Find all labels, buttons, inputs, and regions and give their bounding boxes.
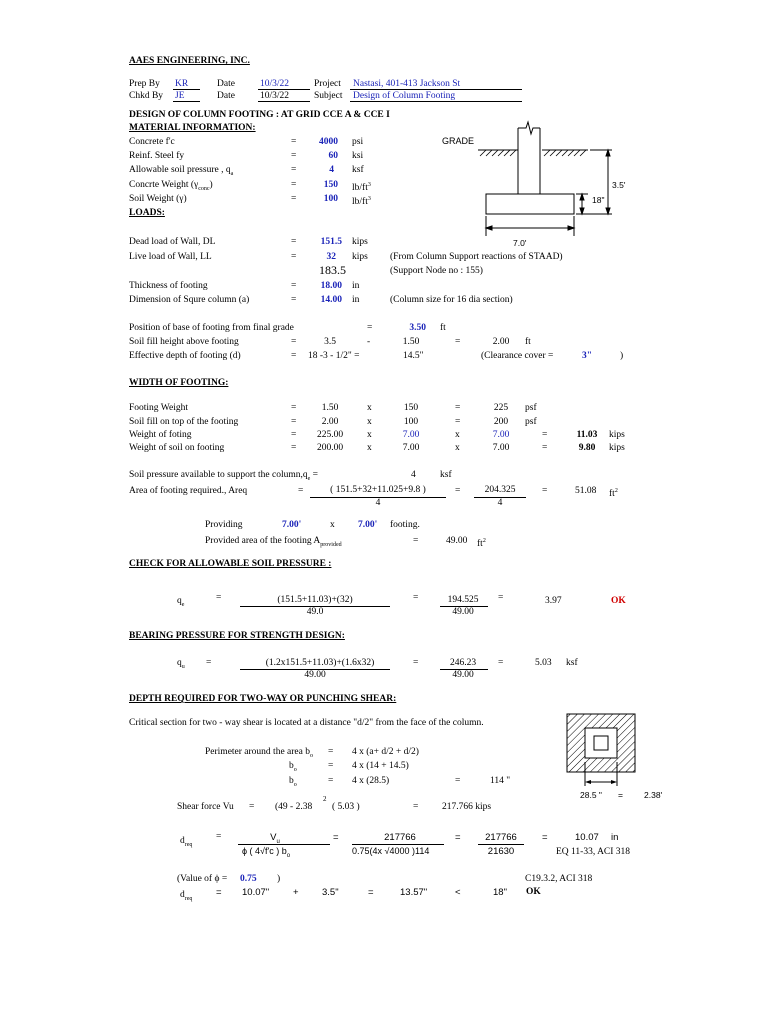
- width-dimension: 7.0': [513, 238, 527, 248]
- loads-heading: LOADS:: [129, 208, 165, 218]
- bearing-numerator: (1.2x151.5+11.03)+(1.6x32): [265, 658, 375, 668]
- footing-weight-unit: psf: [525, 403, 537, 413]
- plan-dim-a: 28.5 ": [580, 790, 602, 800]
- equals: =: [291, 351, 297, 361]
- date-value-1: 10/3/22: [260, 79, 290, 89]
- weight-footing-a: 225.00: [316, 430, 344, 440]
- dreq-ok-badge: OK: [526, 887, 541, 897]
- area-value-1: 204.325: [484, 485, 516, 495]
- providing-tail: footing.: [390, 520, 420, 530]
- area-denominator: 4: [375, 498, 381, 508]
- chkd-by-label: Chkd By: [129, 91, 164, 101]
- total-load: 183.5: [319, 263, 346, 277]
- soil-fill-top-label: Soil fill on top of the footing: [129, 417, 239, 427]
- equals: =: [291, 295, 297, 305]
- soil-fill-b: 1.50: [402, 337, 420, 347]
- soil-available-label: Soil pressure available to support the $column,q_e$ =: [129, 470, 319, 482]
- weight-footing-label: Weight of foting: [129, 430, 192, 440]
- soil-available-unit: ksf: [440, 470, 452, 480]
- equals: =: [413, 802, 419, 812]
- area-value-1-den: 4: [497, 498, 503, 508]
- equals: =: [291, 151, 297, 161]
- column-dim-value: 14.00: [320, 295, 342, 305]
- soil-fill-top-b: 100: [403, 417, 419, 427]
- weight-soil-label: Weight of soil on footing: [129, 443, 225, 453]
- check-numerator: (151.5+11.03)+(32): [277, 595, 353, 605]
- shear-force-sup: 2: [323, 795, 327, 803]
- steel-value: 60: [328, 151, 338, 161]
- dreq-symbol: $d_{req}$: [180, 836, 193, 848]
- check-denominator: 49.0: [306, 607, 324, 617]
- bearing-unit: ksf: [566, 658, 578, 668]
- times-sign: x: [367, 417, 372, 427]
- effective-depth-label: Effective depth of footing (d): [129, 351, 241, 361]
- bearing-value-1: 246.23: [449, 658, 477, 668]
- provided-area-value: 49.00: [446, 536, 468, 546]
- equals: =: [291, 165, 297, 175]
- eq-reference: EQ 11-33, ACI 318: [556, 847, 631, 857]
- subject-label: Subject: [314, 91, 343, 101]
- staad-note: (From Column Support reactions of STAAD): [390, 252, 563, 262]
- steel-unit: ksi: [352, 151, 364, 161]
- equals: =: [455, 417, 461, 427]
- check-value-2: 3.97: [545, 596, 562, 606]
- soil-fill-top-c: 200: [493, 417, 509, 427]
- dreq-denominator-3: 21630: [487, 846, 515, 857]
- times-sign: x: [367, 403, 372, 413]
- equals: =: [291, 194, 297, 204]
- thickness-unit: in: [352, 281, 360, 291]
- check-value-1-den: 49.00: [452, 607, 474, 617]
- area-unit: $ft^2$: [609, 488, 618, 500]
- shear-heading: DEPTH REQUIRED FOR TWO-WAY OR PUNCHING SHEAR:: [129, 694, 397, 704]
- footing-weight-a: 1.50: [321, 403, 339, 413]
- concrete-unit: psi: [352, 137, 364, 147]
- date-label-1: Date: [217, 79, 235, 89]
- equals: =: [249, 802, 255, 812]
- times-sign: x: [330, 520, 335, 530]
- dreq-final-b: 3.5": [322, 887, 339, 898]
- equals: =: [291, 252, 297, 262]
- dead-load-value: 151.5: [320, 237, 342, 247]
- equals: =: [498, 658, 504, 668]
- equals: =: [216, 832, 222, 842]
- weight-footing-unit: kips: [609, 430, 625, 440]
- times-sign: x: [367, 443, 372, 453]
- minus-sign: -: [367, 337, 371, 347]
- providing-label: Providing: [205, 520, 243, 530]
- equals: =: [291, 403, 297, 413]
- page-title: DESIGN OF COLUMN FOOTING : AT GRID CCE A & CCE I: [129, 110, 390, 120]
- dreq-final-c: 13.57": [400, 887, 428, 898]
- date-value-2: 10/3/22: [260, 91, 290, 101]
- dreq-denominator: ϕ ( 4√f'c ) $b_o$: [242, 846, 291, 859]
- perimeter-value: 114 ": [490, 776, 511, 786]
- position-unit: ft: [440, 323, 446, 333]
- shear-force-label: Shear force Vu: [177, 802, 234, 812]
- equals: =: [455, 776, 461, 786]
- support-node-note: (Support Node no : 155): [390, 266, 483, 276]
- check-value-1: 194.525: [447, 595, 479, 605]
- material-heading: MATERIAL INFORMATION:: [129, 123, 256, 133]
- grade-label: GRADE: [442, 136, 475, 146]
- soil-available-value: 4: [411, 470, 416, 480]
- soil-weight-value: 100: [323, 194, 338, 204]
- equals: =: [455, 337, 461, 347]
- weight-soil-d: 9.80: [578, 443, 596, 453]
- shear-force-expr-b: ( 5.03 ): [332, 802, 360, 812]
- weight-footing-c: 7.00: [492, 430, 510, 440]
- company-name: AAES ENGINEERING, INC.: [129, 56, 250, 66]
- bearing-value-2: 5.03: [535, 658, 552, 668]
- project-label: Project: [314, 79, 341, 89]
- provided-area-label: Provided area of the footing $A_{provided}$: [205, 536, 342, 548]
- thickness-value: 18.00: [320, 281, 342, 291]
- equals: =: [216, 593, 222, 603]
- clearance-close: ): [620, 351, 624, 361]
- perimeter-label: Perimeter around the area $b_o$: [205, 747, 313, 759]
- times-sign: x: [367, 430, 372, 440]
- check-heading: CHECK FOR ALLOWABLE SOIL PRESSURE :: [129, 559, 332, 569]
- bearing-denominator: 49.00: [304, 670, 326, 680]
- soil-fill-top-a: 2.00: [321, 417, 339, 427]
- soil-pressure-label: Allowable soil pressure , $q_a$: [129, 165, 234, 177]
- dreq-value: 10.07: [575, 832, 599, 843]
- equals: =: [291, 137, 297, 147]
- equals: =: [291, 337, 297, 347]
- thickness-dimension: 18": [592, 195, 605, 205]
- equals: =: [498, 593, 504, 603]
- dreq-denominator-2: 0.75(4x √4000 )114: [352, 846, 430, 856]
- footing-weight-c: 225: [493, 403, 509, 413]
- footing-weight-b: 150: [403, 403, 419, 413]
- shear-force-value: 217.766 kips: [442, 802, 492, 812]
- perimeter-expr-3: 4 x (28.5): [352, 776, 390, 786]
- equals: =: [413, 593, 419, 603]
- dreq-numerator-3: 217766: [485, 832, 517, 843]
- soil-pressure-unit: ksf: [352, 165, 364, 175]
- equals: =: [328, 776, 334, 786]
- soil-weight-label: Soil Weight (γ): [129, 194, 187, 204]
- equals: =: [455, 832, 461, 843]
- soil-fill-unit: ft: [525, 337, 531, 347]
- less-than-sign: <: [455, 887, 461, 898]
- equals: =: [368, 887, 374, 898]
- soil-fill-a: 3.5: [324, 337, 336, 347]
- soil-pressure-value: 4: [329, 165, 334, 175]
- position-value: 3.50: [409, 323, 426, 333]
- equals: =: [413, 658, 419, 668]
- subject-value: Design of Column Footing: [353, 91, 456, 101]
- bearing-heading: BEARING PRESSURE FOR STRENGTH DESIGN:: [129, 631, 345, 641]
- clearance-label: (Clearance cover =: [481, 351, 554, 361]
- prep-by-value: KR: [175, 79, 189, 89]
- live-load-unit: kips: [352, 252, 368, 262]
- equals: =: [291, 281, 297, 291]
- equals: =: [291, 430, 297, 440]
- weight-footing-b: 7.00: [402, 430, 420, 440]
- soil-weight-unit: $lb/ft^3$: [352, 196, 371, 208]
- soil-fill-top-unit: psf: [525, 417, 537, 427]
- equals: =: [455, 486, 461, 496]
- bearing-value-1-den: 49.00: [452, 670, 474, 680]
- dreq-final-symbol: $d_{req}$: [180, 890, 193, 902]
- dreq-final-a: 10.07": [242, 887, 270, 898]
- phi-value: 0.75: [240, 874, 257, 884]
- dreq-numerator: $V_u$: [270, 832, 280, 845]
- concrete-weight-value: 150: [323, 180, 338, 190]
- date-label-2: Date: [217, 91, 235, 101]
- equals: =: [542, 832, 548, 843]
- clearance-value: 3": [582, 351, 593, 361]
- live-load-value: 32: [326, 252, 336, 262]
- equals: =: [542, 443, 548, 453]
- check-q-symbol: $q_e$: [177, 596, 185, 608]
- footing-weight-label: Footing Weight: [129, 403, 188, 413]
- area-required-label: Area of footing required., Areq: [129, 486, 248, 496]
- bo-label-3: $b_o$: [289, 776, 297, 788]
- weight-soil-c: 7.00: [492, 443, 510, 453]
- dead-load-label: Dead load of Wall, DL: [129, 237, 216, 247]
- equals: =: [328, 747, 334, 757]
- dreq-final-d: 18": [493, 887, 507, 898]
- plan-dim-eq: =: [618, 790, 623, 800]
- equals: =: [333, 832, 339, 843]
- area-value-2: 51.08: [575, 486, 597, 496]
- equals: =: [367, 323, 373, 333]
- depth-dimension: 3.5': [612, 180, 626, 190]
- weight-soil-b: 7.00: [402, 443, 420, 453]
- equals: =: [216, 887, 222, 898]
- equals: =: [542, 430, 548, 440]
- shear-force-expr-a: (49 - 2.38: [275, 802, 313, 812]
- chkd-by-value: JE: [175, 91, 185, 101]
- concrete-value: 4000: [319, 137, 338, 147]
- concrete-weight-label: Concrte Weight $(\gamma_{conc})$: [129, 180, 213, 192]
- effective-depth-value: 14.5": [403, 351, 424, 361]
- live-load-label: Live load of Wall, LL: [129, 252, 212, 262]
- perimeter-expr-2: 4 x (14 + 14.5): [352, 761, 409, 771]
- dreq-unit: in: [611, 832, 619, 843]
- phi-close: ): [277, 874, 281, 884]
- weight-soil-a: 200.00: [316, 443, 344, 453]
- area-numerator: ( 151.5+32+11.025+9.8 ): [330, 485, 426, 495]
- check-ok-badge: OK: [611, 596, 626, 606]
- prep-by-label: Prep By: [129, 79, 160, 89]
- column-size-note: (Column size for 16 dia section): [390, 295, 513, 305]
- weight-soil-unit: kips: [609, 443, 625, 453]
- column-dim-label: Dimension of Squre column (a): [129, 295, 250, 305]
- equals: =: [413, 536, 419, 546]
- phi-reference: C19.3.2, ACI 318: [525, 874, 593, 884]
- equals: =: [291, 180, 297, 190]
- equals: =: [291, 443, 297, 453]
- times-sign: x: [455, 443, 460, 453]
- concrete-weight-unit: $lb/ft^3$: [352, 182, 371, 194]
- concrete-label: Concrete f'c: [129, 137, 175, 147]
- equals: =: [291, 417, 297, 427]
- plus-sign: +: [293, 887, 299, 898]
- equals: =: [298, 486, 304, 496]
- project-value: Nastasi, 401-413 Jackson St: [353, 79, 461, 89]
- plan-dim-b: 2.38': [644, 790, 663, 800]
- width-heading: WIDTH OF FOOTING:: [129, 378, 229, 388]
- soil-fill-label: Soil fill height above footing: [129, 337, 239, 347]
- equals: =: [328, 761, 334, 771]
- dreq-numerator-2: 217766: [384, 832, 416, 843]
- critical-section-text: Critical section for two - way shear is located at a distance "d/2" from the face of the column.: [129, 718, 484, 728]
- thickness-label: Thickness of footing: [129, 281, 208, 291]
- soil-fill-c: 2.00: [492, 337, 510, 347]
- punching-shear-plan-diagram: [565, 712, 665, 802]
- times-sign: x: [455, 430, 460, 440]
- equals: =: [206, 658, 212, 668]
- providing-a: 7.00': [282, 520, 302, 530]
- weight-footing-d: 11.03: [576, 430, 598, 440]
- position-label: Position of base of footing from final grade: [129, 323, 294, 333]
- column-dim-unit: in: [352, 295, 360, 305]
- dead-load-unit: kips: [352, 237, 368, 247]
- provided-area-unit: $ft^2$: [477, 538, 486, 550]
- effective-depth-expr: 18 -3 - 1/2" =: [308, 351, 360, 361]
- equals: =: [455, 403, 461, 413]
- phi-label: (Value of ϕ =: [177, 874, 228, 884]
- perimeter-expr-1: 4 x (a+ d/2 + d/2): [352, 747, 419, 757]
- bo-label-2: $b_o$: [289, 761, 297, 773]
- steel-label: Reinf. Steel fy: [129, 151, 185, 161]
- bearing-q-symbol: $q_u$: [177, 658, 185, 670]
- providing-b: 7.00': [358, 520, 378, 530]
- equals: =: [542, 486, 548, 496]
- equals: =: [291, 237, 297, 247]
